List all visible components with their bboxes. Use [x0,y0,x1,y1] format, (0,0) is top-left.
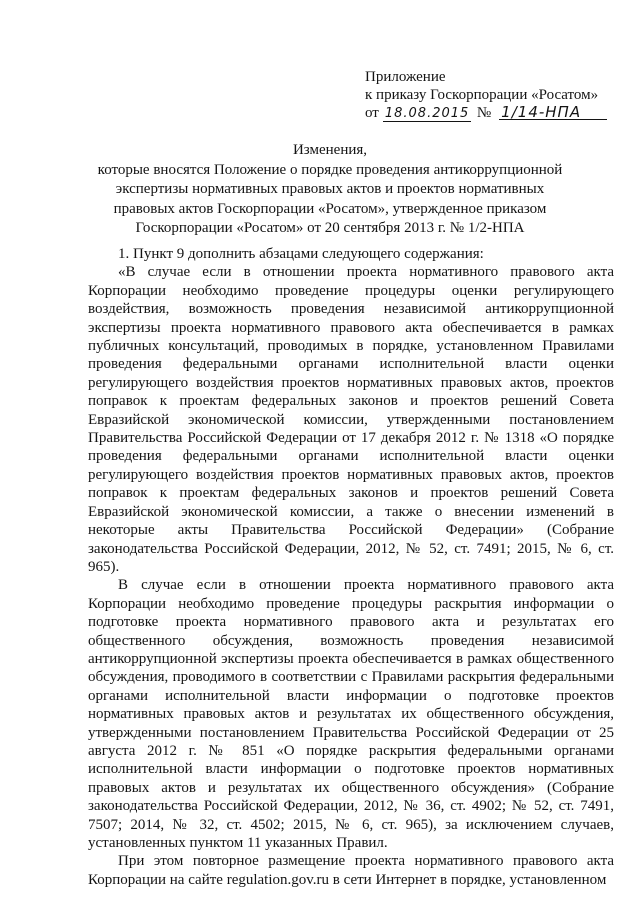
order-number: 1/14-НПА [499,105,607,120]
document-body [88,245,614,889]
order-date-number-line [365,104,607,122]
paragraph-1: 1. Пункт 9 дополнить абзацами следующего содержания: [118,246,484,262]
document-title [96,141,564,239]
appendix-header [365,68,607,122]
appendix-order-reference: к приказу Госкорпорации «Росатом» [365,87,599,103]
paragraph-3: В случае если в отношении проекта нормативного правового акта Корпорации необходимо проведение процедуры раскрытия информации о подготовке проекта нормативного правового акта и результатах его общественного обсуждения, возможность проведения независимой антикоррупционной экспертизы проекта обеспечивается в рамках общественного обсуждения, проводимого в соответствии с Правилами раскрытия федеральными органами исполнительной власти информации о подготовке проектов нормативных правовых актов и результатах их общественного обсуждения, утвержденными постановлением Правительства Российской Федерации от 25 августа 2012 г. № 851 «О порядке раскрытия федеральными органами исполнительной власти информации о подготовке проектов нормативных правовых актов и результатах их общественного обсуждения» (Собрание законодательства Российской Федерации, 2012, № 36, ст. 4902; № 52, ст. 7491, 7507; 2014, № 32, ст. 4502; 2015, № 6, ст. 965), за исключением случаев, установленных пунктом 11 указанных Правил. [88,577,614,851]
paragraph-4: При этом повторное размещение проекта нормативного правового акта Корпорации на сайте regulation.gov.ru в сети Интернет в порядке, установленном [88,853,614,888]
order-number-label: № [476,105,492,121]
title-subtitle: которые вносятся Положение о порядке проведения антикоррупционной экспертизы нормативных правовых актов и проектов нормативных правовых актов Госкорпорации «Росатом», утвержденное приказом Госкорпорации «Росатом» от 20 сентября 2013 г. № 1/2-НПА [97,161,563,236]
appendix-label: Приложение [365,69,446,85]
order-prefix: от [365,105,379,121]
paragraph-2: «В случае если в отношении проекта нормативного правового акта Корпорации необходимо проведение процедуры оценки регулирующего воздействия, возможность проведения независимой антикоррупционной экспертизы проекта нормативного правового акта обеспечивается в рамках публичных консультаций, проводимых в порядке, установленном Правилами проведения федеральными органами исполнительной власти оценки регулирующего воздействия проектов нормативных правовых актов, проектов поправок к проектам федеральных законов и проектов решений Совета Евразийской экономической комиссии, утвержденными постановлением Правительства Российской Федерации от 17 декабря 2012 г. № 1318 «О порядке проведения федеральными органами исполнительной власти оценки регулирующего воздействия проектов нормативных правовых актов, проектов поправок к проектам федеральных законов и проектов решений Совета Евразийской экономической комиссии, а также о внесении изменений в некоторые акты Правительства Российской Федерации» (Собрание законодательства Российской Федерации, 2012, № 52, ст. 7491; 2015, № 6, ст. 965). [88,264,614,575]
title-heading: Изменения, [292,142,368,158]
order-date: 18.08.2015 [384,106,470,121]
